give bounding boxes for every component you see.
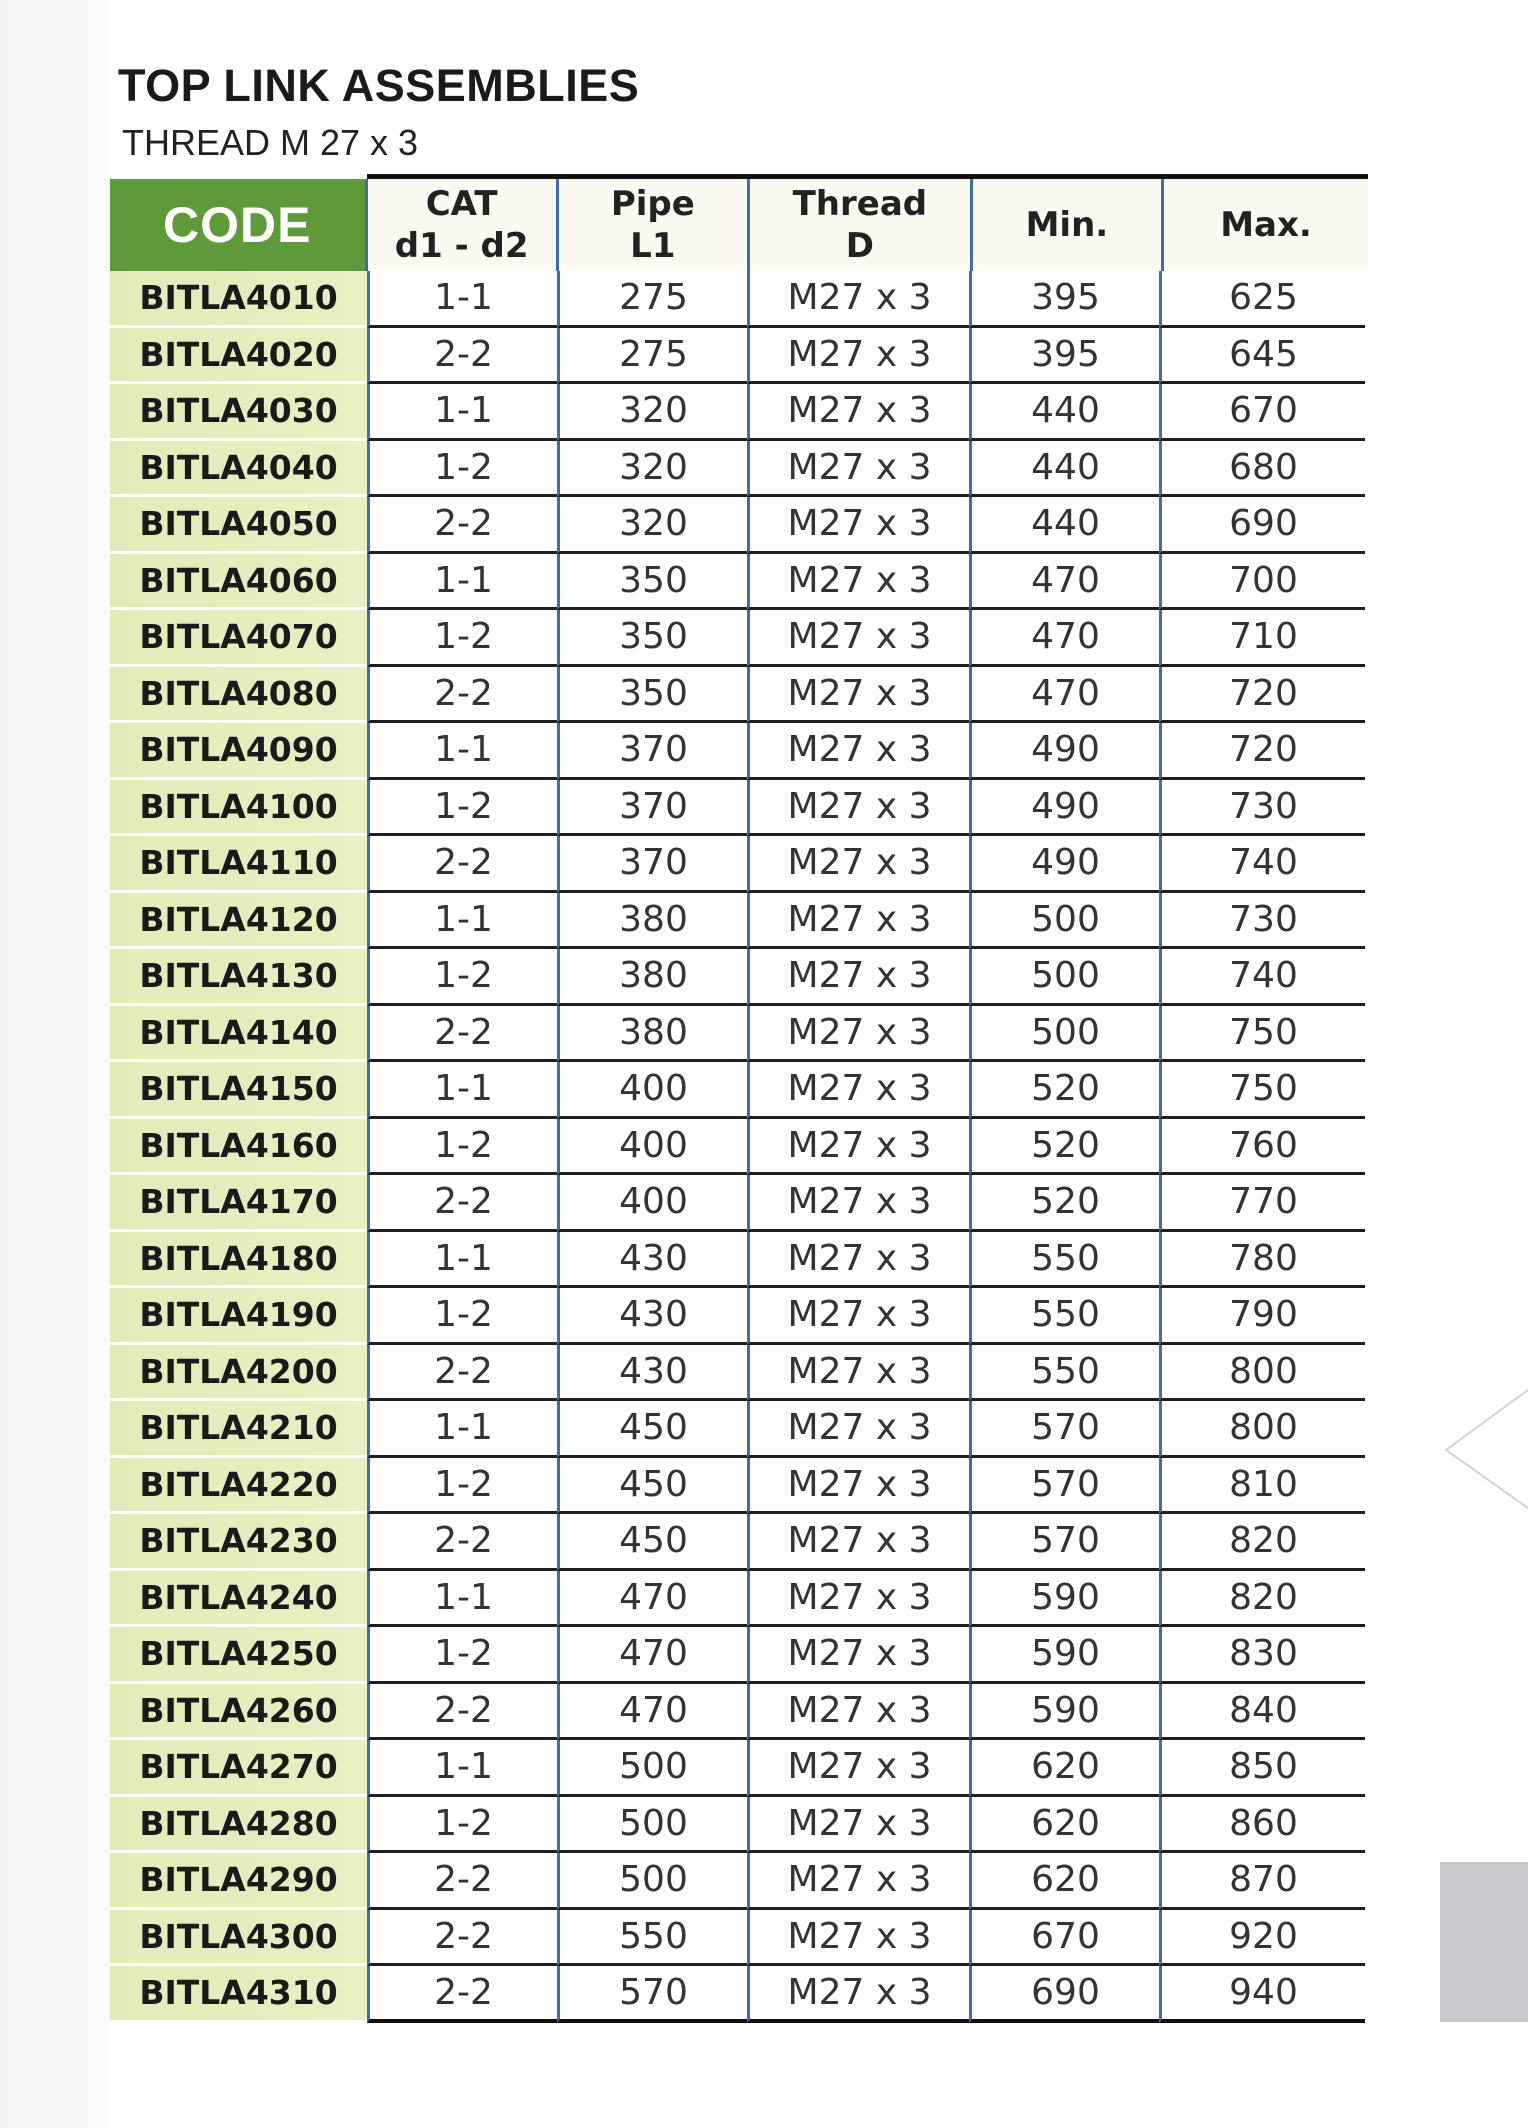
cell-code: BITLA4060 (110, 554, 367, 611)
cell-max: 720 (1159, 723, 1365, 780)
cell-pipe: 275 (557, 271, 747, 328)
cell-cat: 1-1 (367, 1232, 557, 1289)
spec-table (110, 174, 1368, 2023)
cell-pipe: 550 (557, 1910, 747, 1967)
cell-thread: M27 x 3 (747, 1345, 969, 1402)
cell-thread: M27 x 3 (747, 1514, 969, 1571)
cell-code: BITLA4150 (110, 1062, 367, 1119)
cell-cat: 2-2 (367, 497, 557, 554)
col-header-pipe-line1: Pipe (610, 184, 695, 224)
cell-max: 850 (1159, 1740, 1365, 1797)
cell-pipe: 275 (557, 328, 747, 385)
table-row (110, 1910, 1368, 1967)
table-row (110, 271, 1368, 328)
cell-min: 470 (969, 667, 1159, 724)
cell-thread: M27 x 3 (747, 1627, 969, 1684)
cell-pipe: 320 (557, 497, 747, 554)
cell-min: 570 (969, 1514, 1159, 1571)
cell-pipe: 370 (557, 723, 747, 780)
cell-min: 550 (969, 1232, 1159, 1289)
cell-pipe: 470 (557, 1684, 747, 1741)
cell-min: 500 (969, 949, 1159, 1006)
cell-thread: M27 x 3 (747, 1401, 969, 1458)
cell-min: 590 (969, 1627, 1159, 1684)
col-header-min-label: Min. (1025, 205, 1109, 245)
cell-pipe: 500 (557, 1853, 747, 1910)
cell-max: 670 (1159, 384, 1365, 441)
col-header-cat-line2: d1 - d2 (394, 226, 529, 266)
cell-cat: 1-2 (367, 1288, 557, 1345)
cell-min: 620 (969, 1797, 1159, 1854)
cell-code: BITLA4210 (110, 1401, 367, 1458)
cell-thread: M27 x 3 (747, 1175, 969, 1232)
cell-max: 730 (1159, 893, 1365, 950)
cell-code: BITLA4050 (110, 497, 367, 554)
cell-pipe: 380 (557, 893, 747, 950)
cell-max: 860 (1159, 1797, 1365, 1854)
cell-pipe: 430 (557, 1232, 747, 1289)
cell-min: 520 (969, 1062, 1159, 1119)
cell-max: 820 (1159, 1571, 1365, 1628)
cell-code: BITLA4090 (110, 723, 367, 780)
col-header-max-label: Max. (1220, 205, 1312, 245)
col-header-thread-line1: Thread (792, 184, 928, 224)
cell-cat: 2-2 (367, 836, 557, 893)
cell-cat: 2-2 (367, 1910, 557, 1967)
cell-thread: M27 x 3 (747, 1062, 969, 1119)
cell-code: BITLA4300 (110, 1910, 367, 1967)
cell-min: 440 (969, 441, 1159, 498)
cell-max: 780 (1159, 1232, 1365, 1289)
cell-cat: 1-2 (367, 1797, 557, 1854)
cell-min: 395 (969, 328, 1159, 385)
cell-cat: 2-2 (367, 1175, 557, 1232)
cell-pipe: 320 (557, 441, 747, 498)
cell-thread: M27 x 3 (747, 1232, 969, 1289)
cell-min: 470 (969, 610, 1159, 667)
cell-pipe: 430 (557, 1288, 747, 1345)
cell-min: 570 (969, 1401, 1159, 1458)
cell-max: 740 (1159, 949, 1365, 1006)
cell-max: 700 (1159, 554, 1365, 611)
cell-thread: M27 x 3 (747, 1119, 969, 1176)
table-row (110, 780, 1368, 837)
cell-thread: M27 x 3 (747, 1684, 969, 1741)
table-row (110, 1062, 1368, 1119)
cell-max: 720 (1159, 667, 1365, 724)
cell-pipe: 450 (557, 1458, 747, 1515)
table-row (110, 836, 1368, 893)
cell-pipe: 370 (557, 780, 747, 837)
table-header (110, 179, 1368, 271)
cell-max: 790 (1159, 1288, 1365, 1345)
cell-max: 920 (1159, 1910, 1365, 1967)
cell-code: BITLA4260 (110, 1684, 367, 1741)
cell-max: 770 (1159, 1175, 1365, 1232)
cell-pipe: 470 (557, 1627, 747, 1684)
cell-cat: 2-2 (367, 328, 557, 385)
cell-cat: 1-1 (367, 1571, 557, 1628)
col-header-cat-line1: CAT (425, 184, 498, 224)
cell-max: 740 (1159, 836, 1365, 893)
cell-code: BITLA4030 (110, 384, 367, 441)
cell-max: 830 (1159, 1627, 1365, 1684)
cell-code: BITLA4180 (110, 1232, 367, 1289)
table-row (110, 1006, 1368, 1063)
cell-pipe: 380 (557, 949, 747, 1006)
cell-pipe: 400 (557, 1175, 747, 1232)
cell-pipe: 350 (557, 667, 747, 724)
cell-code: BITLA4110 (110, 836, 367, 893)
cell-cat: 2-2 (367, 667, 557, 724)
cell-thread: M27 x 3 (747, 441, 969, 498)
table-row (110, 1345, 1368, 1402)
cell-max: 870 (1159, 1853, 1365, 1910)
cell-min: 490 (969, 780, 1159, 837)
table-row (110, 1684, 1368, 1741)
cell-max: 625 (1159, 271, 1365, 328)
cell-cat: 1-1 (367, 893, 557, 950)
cell-pipe: 450 (557, 1514, 747, 1571)
cell-code: BITLA4240 (110, 1571, 367, 1628)
cell-cat: 2-2 (367, 1514, 557, 1571)
cell-max: 800 (1159, 1345, 1365, 1402)
table-row (110, 1232, 1368, 1289)
table-row (110, 667, 1368, 724)
table-row (110, 1514, 1368, 1571)
cell-cat: 1-2 (367, 1119, 557, 1176)
cell-cat: 1-2 (367, 610, 557, 667)
cell-cat: 1-1 (367, 1740, 557, 1797)
cell-cat: 1-1 (367, 554, 557, 611)
cell-min: 500 (969, 893, 1159, 950)
cell-thread: M27 x 3 (747, 554, 969, 611)
cell-cat: 1-2 (367, 1458, 557, 1515)
table-row (110, 1119, 1368, 1176)
table-row (110, 1401, 1368, 1458)
cell-min: 490 (969, 723, 1159, 780)
cell-min: 620 (969, 1853, 1159, 1910)
cell-max: 710 (1159, 610, 1365, 667)
cell-max: 690 (1159, 497, 1365, 554)
cell-thread: M27 x 3 (747, 271, 969, 328)
cell-thread: M27 x 3 (747, 836, 969, 893)
cell-min: 550 (969, 1288, 1159, 1345)
cell-code: BITLA4140 (110, 1006, 367, 1063)
cell-max: 645 (1159, 328, 1365, 385)
cell-thread: M27 x 3 (747, 723, 969, 780)
table-row (110, 610, 1368, 667)
cell-code: BITLA4020 (110, 328, 367, 385)
cell-cat: 1-1 (367, 1401, 557, 1458)
col-header-cat (365, 179, 556, 271)
cell-pipe: 350 (557, 610, 747, 667)
cell-thread: M27 x 3 (747, 667, 969, 724)
table-row (110, 1627, 1368, 1684)
cell-min: 620 (969, 1740, 1159, 1797)
cell-code: BITLA4120 (110, 893, 367, 950)
cell-cat: 1-2 (367, 780, 557, 837)
cell-code: BITLA4160 (110, 1119, 367, 1176)
cell-min: 395 (969, 271, 1159, 328)
cell-max: 840 (1159, 1684, 1365, 1741)
cell-thread: M27 x 3 (747, 1571, 969, 1628)
cell-thread: M27 x 3 (747, 1006, 969, 1063)
cell-pipe: 430 (557, 1345, 747, 1402)
cell-code: BITLA4100 (110, 780, 367, 837)
cell-pipe: 370 (557, 836, 747, 893)
cell-cat: 1-2 (367, 1627, 557, 1684)
col-header-thread-line2: D (845, 226, 874, 266)
cell-pipe: 570 (557, 1966, 747, 2023)
col-header-pipe (556, 179, 747, 271)
table-row (110, 1288, 1368, 1345)
cell-thread: M27 x 3 (747, 1910, 969, 1967)
page-shadow-left (0, 0, 110, 2128)
cell-min: 470 (969, 554, 1159, 611)
cell-max: 730 (1159, 780, 1365, 837)
cell-min: 690 (969, 1966, 1159, 2023)
cell-code: BITLA4010 (110, 271, 367, 328)
cell-code: BITLA4220 (110, 1458, 367, 1515)
cell-code: BITLA4270 (110, 1740, 367, 1797)
cell-cat: 1-2 (367, 441, 557, 498)
page-subtitle: THREAD M 27 x 3 (122, 122, 419, 163)
table-row (110, 1571, 1368, 1628)
cell-cat: 1-1 (367, 271, 557, 328)
cell-thread: M27 x 3 (747, 1740, 969, 1797)
cell-cat: 1-1 (367, 1062, 557, 1119)
cell-min: 490 (969, 836, 1159, 893)
cell-cat: 1-2 (367, 949, 557, 1006)
cell-max: 750 (1159, 1062, 1365, 1119)
cell-code: BITLA4310 (110, 1966, 367, 2023)
table-row (110, 1458, 1368, 1515)
table-row (110, 723, 1368, 780)
cell-code: BITLA4250 (110, 1627, 367, 1684)
cell-cat: 2-2 (367, 1966, 557, 2023)
cell-thread: M27 x 3 (747, 1797, 969, 1854)
table-row (110, 1966, 1368, 2023)
table-row (110, 441, 1368, 498)
table-row (110, 1797, 1368, 1854)
cell-thread: M27 x 3 (747, 1288, 969, 1345)
cell-max: 750 (1159, 1006, 1365, 1063)
col-header-pipe-line2: L1 (630, 226, 676, 266)
table-row (110, 497, 1368, 554)
cell-code: BITLA4040 (110, 441, 367, 498)
cell-code: BITLA4280 (110, 1797, 367, 1854)
cell-pipe: 400 (557, 1062, 747, 1119)
table-row (110, 554, 1368, 611)
cell-max: 940 (1159, 1966, 1365, 2023)
table-row (110, 949, 1368, 1006)
cell-thread: M27 x 3 (747, 497, 969, 554)
cell-cat: 2-2 (367, 1006, 557, 1063)
cell-code: BITLA4170 (110, 1175, 367, 1232)
cell-max: 800 (1159, 1401, 1365, 1458)
table-row (110, 1740, 1368, 1797)
cell-code: BITLA4200 (110, 1345, 367, 1402)
page-title: TOP LINK ASSEMBLIES (118, 60, 640, 111)
cell-thread: M27 x 3 (747, 1458, 969, 1515)
cell-max: 820 (1159, 1514, 1365, 1571)
cell-min: 500 (969, 1006, 1159, 1063)
cell-min: 590 (969, 1684, 1159, 1741)
cell-thread: M27 x 3 (747, 893, 969, 950)
cell-thread: M27 x 3 (747, 610, 969, 667)
cell-min: 440 (969, 497, 1159, 554)
cell-thread: M27 x 3 (747, 384, 969, 441)
cell-thread: M27 x 3 (747, 1853, 969, 1910)
col-header-min (970, 179, 1161, 271)
cell-thread: M27 x 3 (747, 1966, 969, 2023)
cell-min: 550 (969, 1345, 1159, 1402)
cell-code: BITLA4130 (110, 949, 367, 1006)
cell-pipe: 320 (557, 384, 747, 441)
table-row (110, 328, 1368, 385)
cell-pipe: 400 (557, 1119, 747, 1176)
table-body (110, 271, 1368, 2023)
cell-pipe: 470 (557, 1571, 747, 1628)
cell-pipe: 380 (557, 1006, 747, 1063)
cell-min: 570 (969, 1458, 1159, 1515)
cell-pipe: 350 (557, 554, 747, 611)
cell-min: 670 (969, 1910, 1159, 1967)
table-row (110, 1853, 1368, 1910)
table-row (110, 1175, 1368, 1232)
cell-min: 440 (969, 384, 1159, 441)
col-header-code: CODE (110, 179, 365, 271)
cell-min: 520 (969, 1175, 1159, 1232)
cell-max: 760 (1159, 1119, 1365, 1176)
cell-code: BITLA4290 (110, 1853, 367, 1910)
cell-cat: 2-2 (367, 1345, 557, 1402)
col-header-thread (747, 179, 970, 271)
cell-cat: 1-1 (367, 723, 557, 780)
background-edge-block (1440, 1862, 1528, 2022)
cell-cat: 1-1 (367, 384, 557, 441)
cell-cat: 2-2 (367, 1684, 557, 1741)
cell-pipe: 500 (557, 1797, 747, 1854)
cell-thread: M27 x 3 (747, 949, 969, 1006)
cell-thread: M27 x 3 (747, 328, 969, 385)
cell-code: BITLA4080 (110, 667, 367, 724)
cell-pipe: 500 (557, 1740, 747, 1797)
cell-code: BITLA4070 (110, 610, 367, 667)
cell-code: BITLA4190 (110, 1288, 367, 1345)
table-row (110, 893, 1368, 950)
col-header-max (1161, 179, 1368, 271)
background-corner-lines (1440, 1380, 1528, 1510)
cell-min: 520 (969, 1119, 1159, 1176)
cell-max: 680 (1159, 441, 1365, 498)
cell-code: BITLA4230 (110, 1514, 367, 1571)
cell-thread: M27 x 3 (747, 780, 969, 837)
table-row (110, 384, 1368, 441)
cell-min: 590 (969, 1571, 1159, 1628)
cell-max: 810 (1159, 1458, 1365, 1515)
cell-pipe: 450 (557, 1401, 747, 1458)
cell-cat: 2-2 (367, 1853, 557, 1910)
